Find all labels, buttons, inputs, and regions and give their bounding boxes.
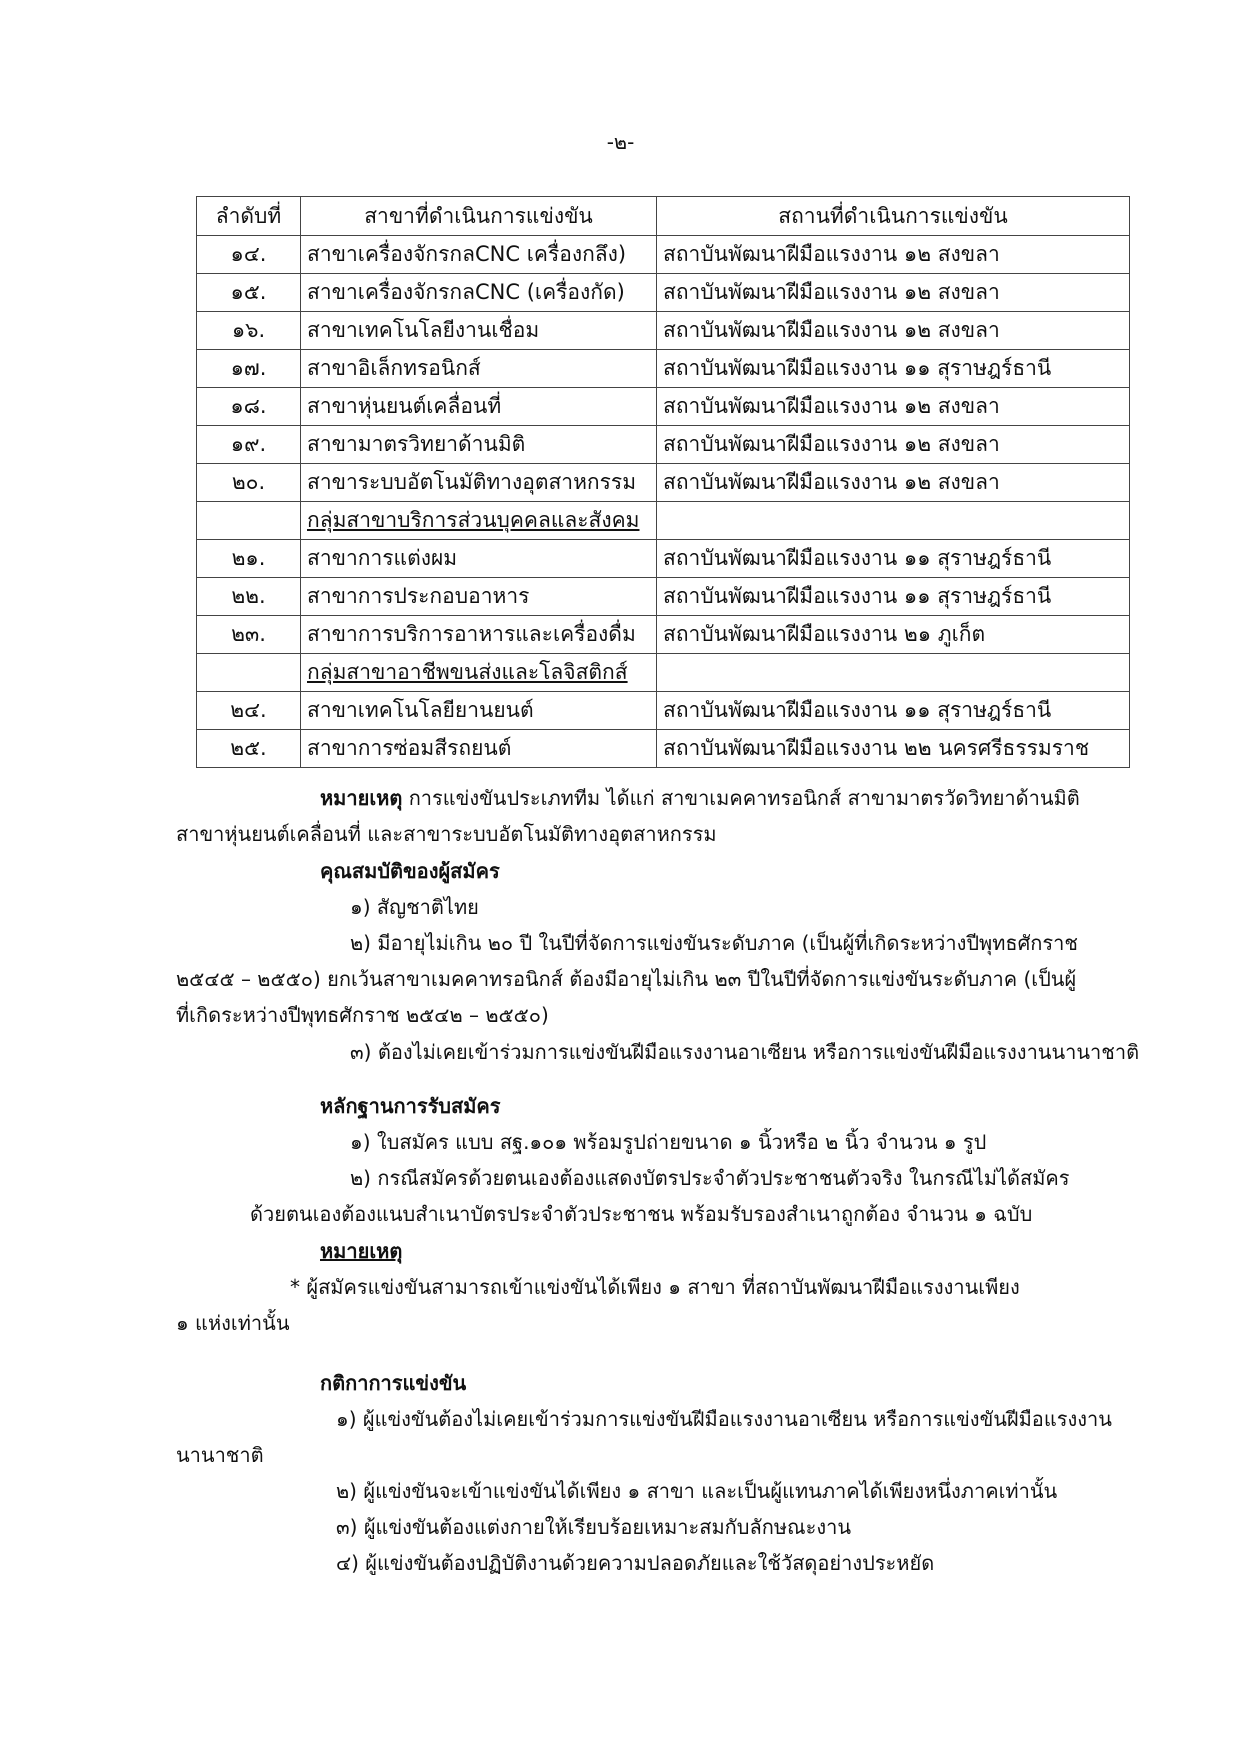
row-number: ๒๔. xyxy=(197,692,301,730)
rule-item-3: ๓) ผู้แข่งขันต้องแต่งกายให้เรียบร้อยเหมาะสมกับลักษณะงาน xyxy=(336,1515,851,1539)
row-number: ๒๑. xyxy=(197,540,301,578)
row-venue: สถาบันพัฒนาฝีมือแรงงาน ๑๒ สงขลา xyxy=(657,236,1130,274)
rule-item-1-line-1: ๑) ผู้แข่งขันต้องไม่เคยเข้าร่วมการแข่งขันฝีมือแรงงานอาเซียน หรือการแข่งขันฝีมือแรงงาน xyxy=(336,1407,1112,1431)
table-row xyxy=(197,426,1130,464)
document-item-2-line-1: ๒) กรณีสมัครด้วยตนเองต้องแสดงบัตรประจำตัวประชาชนตัวจริง ในกรณีไม่ได้สมัคร xyxy=(350,1166,1070,1190)
row-venue: สถาบันพัฒนาฝีมือแรงงาน ๑๑ สุราษฎร์ธานี xyxy=(657,578,1130,616)
row-number: ๑๕. xyxy=(197,274,301,312)
document-item-2-line-2: ด้วยตนเองต้องแนบสำเนาบัตรประจำตัวประชาชน พร้อมรับรองสำเนาถูกต้อง จำนวน ๑ ฉบับ xyxy=(250,1202,1033,1226)
qualification-item-3: ๓) ต้องไม่เคยเข้าร่วมการแข่งขันฝีมือแรงงานอาเซียน หรือการแข่งขันฝีมือแรงงานนานาชาติ xyxy=(350,1040,1140,1064)
competition-schedule-table xyxy=(196,196,1130,768)
table-row xyxy=(197,388,1130,426)
row-venue: สถาบันพัฒนาฝีมือแรงงาน ๒๑ ภูเก็ต xyxy=(657,616,1130,654)
row-number: ๒๐. xyxy=(197,464,301,502)
row-number: ๒๒. xyxy=(197,578,301,616)
header-venue: สถานที่ดำเนินการแข่งขัน xyxy=(657,197,1130,236)
note-line-1: * ผู้สมัครแข่งขันสามารถเข้าแข่งขันได้เพียง ๑ สาขา ที่สถาบันพัฒนาฝีมือแรงงานเพียง xyxy=(290,1275,1020,1299)
qualification-item-1: ๑) สัญชาติไทย xyxy=(350,895,479,919)
row-venue: สถาบันพัฒนาฝีมือแรงงาน ๑๒ สงขลา xyxy=(657,274,1130,312)
row-branch: สาขาหุ่นยนต์เคลื่อนที่ xyxy=(301,388,657,426)
row-branch: สาขาการบริการอาหารและเครื่องดื่ม xyxy=(301,616,657,654)
row-venue: สถาบันพัฒนาฝีมือแรงงาน ๑๑ สุราษฎร์ธานี xyxy=(657,540,1130,578)
row-branch: สาขาอิเล็กทรอนิกส์ xyxy=(301,350,657,388)
qualification-item-2-line-1: ๒) มีอายุไม่เกิน ๒๐ ปี ในปีที่จัดการแข่งขันระดับภาค (เป็นผู้ที่เกิดระหว่างปีพุทธศักราช xyxy=(350,931,1078,955)
group-blank-cell xyxy=(657,502,1130,540)
table-row xyxy=(197,616,1130,654)
row-number: ๑๗. xyxy=(197,350,301,388)
document-item-1: ๑) ใบสมัคร แบบ สฐ.๑๐๑ พร้อมรูปถ่ายขนาด ๑ นิ้วหรือ ๒ นิ้ว จำนวน ๑ รูป xyxy=(350,1130,987,1154)
table-row xyxy=(197,464,1130,502)
row-number: ๑๖. xyxy=(197,312,301,350)
rule-item-4: ๔) ผู้แข่งขันต้องปฏิบัติงานด้วยความปลอดภัยและใช้วัสดุอย่างประหยัด xyxy=(336,1551,935,1575)
group-blank-cell xyxy=(197,654,301,692)
row-branch: สาขาระบบอัตโนมัติทางอุตสาหกรรม xyxy=(301,464,657,502)
row-branch: สาขาเทคโนโลยียานยนต์ xyxy=(301,692,657,730)
note-heading: หมายเหตุ xyxy=(320,1239,403,1263)
table-row xyxy=(197,274,1130,312)
team-note-line-1 xyxy=(320,781,1080,815)
group-row xyxy=(197,502,1130,540)
table-row xyxy=(197,236,1130,274)
table-row xyxy=(197,540,1130,578)
row-branch: สาขามาตรวิทยาด้านมิติ xyxy=(301,426,657,464)
group-heading-transport-logistics: กลุ่มสาขาอาชีพขนส่งและโลจิสติกส์ xyxy=(301,654,657,692)
table-row xyxy=(197,730,1130,768)
note-label: หมายเหตุ xyxy=(320,786,403,810)
group-blank-cell xyxy=(197,502,301,540)
row-number: ๒๓. xyxy=(197,616,301,654)
row-venue: สถาบันพัฒนาฝีมือแรงงาน ๒๒ นครศรีธรรมราช xyxy=(657,730,1130,768)
row-branch: สาขาเทคโนโลยีงานเชื่อม xyxy=(301,312,657,350)
row-venue: สถาบันพัฒนาฝีมือแรงงาน ๑๑ สุราษฎร์ธานี xyxy=(657,350,1130,388)
table-row xyxy=(197,578,1130,616)
note-text: การแข่งขันประเภททีม ได้แก่ สาขาเมคคาทรอนิกส์ สาขามาตรวัดวิทยาด้านมิติ xyxy=(408,786,1080,810)
row-branch: สาขาการซ่อมสีรถยนต์ xyxy=(301,730,657,768)
row-branch: สาขาเครื่องจักรกลCNC (เครื่องกัด) xyxy=(301,274,657,312)
qualification-item-2-line-2: ๒๕๔๕ – ๒๕๕๐) ยกเว้นสาขาเมคคาทรอนิกส์ ต้องมีอายุไม่เกิน ๒๓ ปีในปีที่จัดการแข่งขันระดับภาค (เป็นผู้ xyxy=(176,967,1077,991)
header-branch: สาขาที่ดำเนินการแข่งขัน xyxy=(301,197,657,236)
table-header-row xyxy=(197,197,1130,236)
documents-heading: หลักฐานการรับสมัคร xyxy=(320,1094,501,1118)
row-number: ๒๕. xyxy=(197,730,301,768)
row-venue: สถาบันพัฒนาฝีมือแรงงาน ๑๒ สงขลา xyxy=(657,312,1130,350)
row-branch: สาขาเครื่องจักรกลCNC เครื่องกลึง) xyxy=(301,236,657,274)
header-order: ลำดับที่ xyxy=(197,197,301,236)
group-heading-personal-services: กลุ่มสาขาบริการส่วนบุคคลและสังคม xyxy=(301,502,657,540)
note-line-2: ๑ แห่งเท่านั้น xyxy=(176,1311,290,1335)
page-number: -๒- xyxy=(606,130,635,154)
row-venue: สถาบันพัฒนาฝีมือแรงงาน ๑๒ สงขลา xyxy=(657,464,1130,502)
row-branch: สาขาการแต่งผม xyxy=(301,540,657,578)
table-row xyxy=(197,312,1130,350)
row-venue: สถาบันพัฒนาฝีมือแรงงาน ๑๒ สงขลา xyxy=(657,426,1130,464)
qualification-item-2-line-3: ที่เกิดระหว่างปีพุทธศักราช ๒๕๔๒ – ๒๕๕๐) xyxy=(176,1003,549,1027)
group-blank-cell xyxy=(657,654,1130,692)
table-row xyxy=(197,692,1130,730)
rules-heading: กติกาการแข่งขัน xyxy=(320,1371,467,1395)
row-number: ๑๔. xyxy=(197,236,301,274)
row-venue: สถาบันพัฒนาฝีมือแรงงาน ๑๑ สุราษฎร์ธานี xyxy=(657,692,1130,730)
qualifications-heading: คุณสมบัติของผู้สมัคร xyxy=(320,859,500,883)
rule-item-1-line-2: นานาชาติ xyxy=(176,1443,264,1467)
row-venue: สถาบันพัฒนาฝีมือแรงงาน ๑๒ สงขลา xyxy=(657,388,1130,426)
row-number: ๑๙. xyxy=(197,426,301,464)
row-number: ๑๘. xyxy=(197,388,301,426)
rule-item-2: ๒) ผู้แข่งขันจะเข้าแข่งขันได้เพียง ๑ สาขา และเป็นผู้แทนภาคได้เพียงหนึ่งภาคเท่านั้น xyxy=(336,1479,1058,1503)
row-branch: สาขาการประกอบอาหาร xyxy=(301,578,657,616)
team-note-line-2: สาขาหุ่นยนต์เคลื่อนที่ และสาขาระบบอัตโนมัติทางอุตสาหกรรม xyxy=(176,822,717,846)
group-row xyxy=(197,654,1130,692)
table-row xyxy=(197,350,1130,388)
